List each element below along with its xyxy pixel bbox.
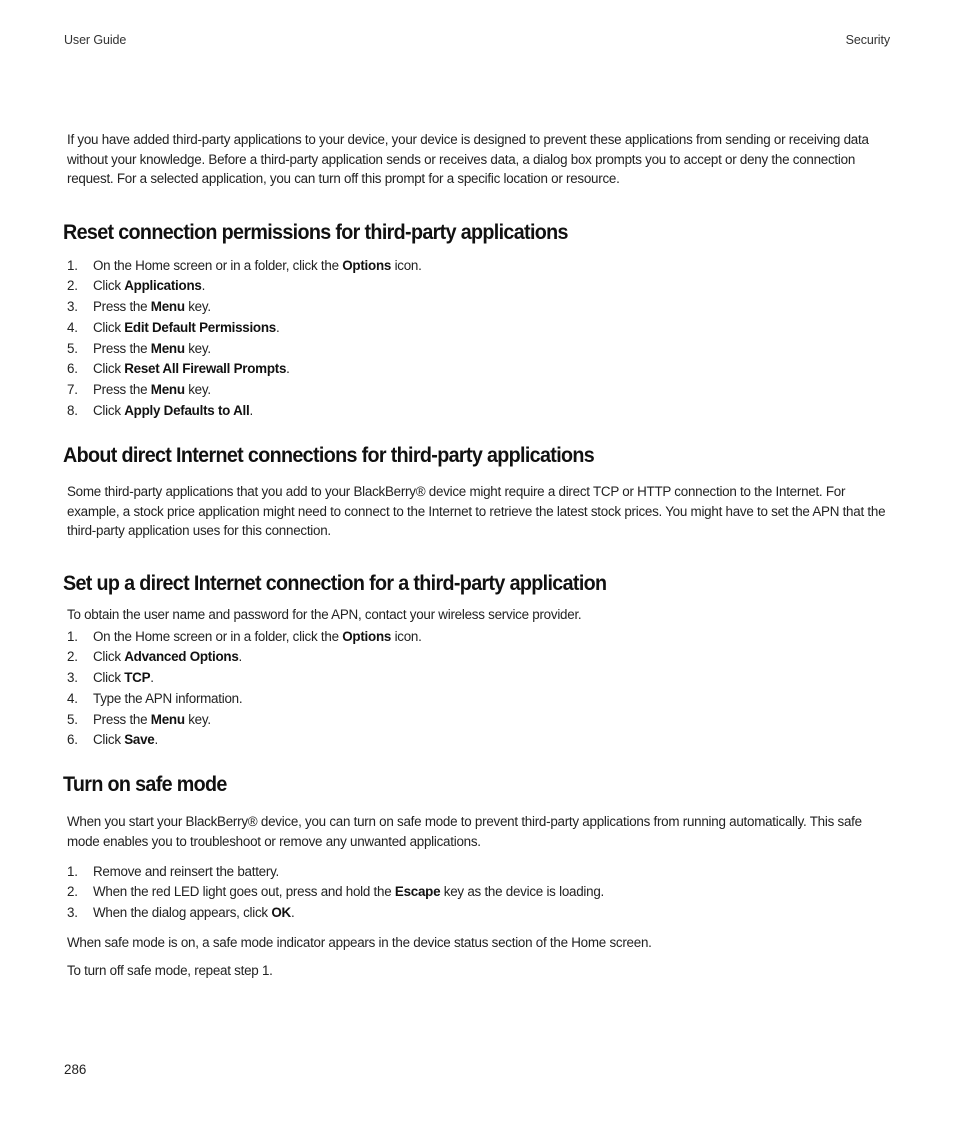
section-heading-set-up-connection: Set up a direct Internet connection for a third-party application [63, 572, 607, 595]
ui-label: Save [124, 732, 155, 748]
step-text: Press the Menu key. [93, 299, 211, 315]
step-text: On the Home screen or in a folder, click the Options icon. [93, 628, 422, 644]
step-text: On the Home screen or in a folder, click the Options icon. [93, 257, 422, 273]
step-number: 4. [67, 319, 78, 335]
step-text: Press the Menu key. [93, 382, 211, 398]
step-item [67, 647, 422, 668]
step-number: 2. [67, 278, 78, 294]
step-text: Click TCP. [93, 670, 154, 686]
ui-label: Menu [150, 711, 185, 727]
ui-label: Menu [150, 382, 185, 398]
section-body-set-up-connection: To obtain the user name and password for the APN, contact your wireless service provider. [67, 607, 582, 622]
step-item [67, 882, 604, 903]
step-number: 2. [67, 884, 78, 900]
ui-label: Escape [394, 884, 441, 900]
section-heading-reset-permissions: Reset connection permissions for third-party applications [63, 221, 568, 244]
page-number: 286 [64, 1062, 87, 1077]
step-item [67, 317, 422, 338]
step-number: 5. [67, 340, 78, 356]
step-number: 3. [67, 299, 78, 315]
step-number: 6. [67, 361, 78, 377]
step-text: Remove and reinsert the battery. [93, 863, 280, 879]
step-item [67, 297, 422, 318]
step-item [67, 688, 422, 709]
section-body-about-direct-connections: Some third-party applications that you add to your BlackBerry® device might require a direct TCP or HTTP connection to the Internet. For example, a stock price application might need to connect to the Internet to retrieve the latest stock prices. You might have to set the APN that the third-party application uses for this connection. [67, 484, 886, 539]
step-text: Press the Menu key. [93, 340, 211, 356]
step-item [67, 626, 422, 647]
step-number: 6. [67, 732, 78, 748]
step-item [67, 359, 422, 380]
step-text: Click Edit Default Permissions. [93, 319, 280, 335]
section-heading-about-direct-connections: About direct Internet connections for third-party applications [63, 444, 595, 467]
step-number: 3. [67, 905, 78, 921]
ui-label: Menu [150, 299, 185, 315]
section-heading-safe-mode: Turn on safe mode [63, 773, 227, 796]
step-item [67, 861, 604, 882]
step-text: Click Apply Defaults to All. [93, 402, 253, 418]
section-body-safe-mode: When you start your BlackBerry® device, you can turn on safe mode to prevent third-party applications from running automatically. This safe mode enables you to troubleshoot or remove any unwanted applications. [67, 814, 862, 849]
step-item [67, 338, 422, 359]
step-item [67, 668, 422, 689]
step-text: Press the Menu key. [93, 711, 211, 727]
ui-label: Applications [124, 278, 202, 294]
step-number: 4. [67, 690, 78, 706]
ui-label: OK [271, 905, 291, 921]
ui-label: Options [342, 628, 392, 644]
ui-label: Options [342, 257, 392, 273]
step-number: 8. [67, 402, 78, 418]
ui-label: Reset All Firewall Prompts [124, 361, 287, 377]
ui-label: Menu [150, 340, 185, 356]
step-item [67, 730, 422, 751]
step-item [67, 380, 422, 401]
step-text: When the dialog appears, click OK. [93, 905, 295, 921]
step-text: Type the APN information. [93, 690, 243, 706]
step-number: 1. [67, 863, 78, 879]
step-text: Click Advanced Options. [93, 649, 243, 665]
step-text: Click Reset All Firewall Prompts. [93, 361, 290, 377]
running-header-section: Security [845, 33, 890, 47]
step-item [67, 255, 422, 276]
step-text: Click Applications. [93, 278, 206, 294]
ui-label: Advanced Options [124, 649, 239, 665]
ui-label: TCP [124, 670, 151, 686]
step-number: 7. [67, 382, 78, 398]
step-item [67, 709, 422, 730]
step-item [67, 903, 604, 924]
step-text: Click Save. [93, 732, 158, 748]
safe-mode-off-note: To turn off safe mode, repeat step 1. [67, 963, 273, 978]
running-header-guide-title: User Guide [64, 33, 127, 47]
step-number: 3. [67, 670, 78, 686]
step-number: 5. [67, 711, 78, 727]
step-item [67, 276, 422, 297]
step-number: 1. [67, 257, 78, 273]
ui-label: Edit Default Permissions [124, 319, 276, 335]
step-number: 1. [67, 628, 78, 644]
step-text: When the red LED light goes out, press and hold the Escape key as the device is loading. [93, 884, 604, 900]
ui-label: Apply Defaults to All [124, 402, 250, 418]
step-number: 2. [67, 649, 78, 665]
step-item [67, 400, 422, 421]
steps-set-up-connection [67, 626, 422, 751]
intro-paragraph: If you have added third-party applications to your device, your device is designed to prevent these applications from sending or receiving data without your knowledge. Before a third-party application sends or receives data, a dialog box prompts you to accept or deny the connection request. For a selected application, you can turn off this prompt for a specific location or resource. [67, 132, 869, 187]
steps-safe-mode [67, 861, 604, 923]
safe-mode-indicator-note: When safe mode is on, a safe mode indicator appears in the device status section of the Home screen. [67, 935, 652, 950]
steps-reset-permissions [67, 255, 422, 421]
